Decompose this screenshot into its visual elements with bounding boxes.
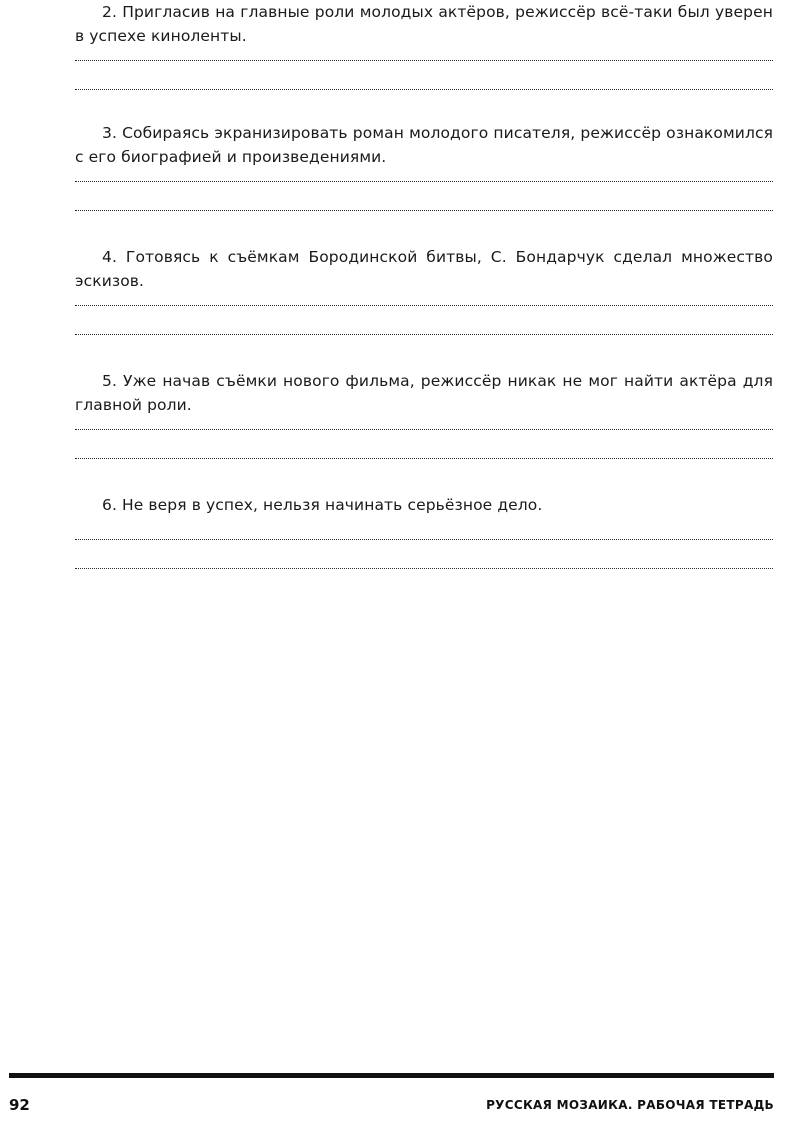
exercise-5-text: 5. Уже начав съёмки нового фильма, режиссёр никак не мог найти актёра для главной роли. xyxy=(75,372,773,414)
exercise-4 xyxy=(75,245,773,335)
footer-divider xyxy=(9,1073,774,1078)
exercise-5 xyxy=(75,369,773,459)
exercise-6-text: 6. Не веря в успех, нельзя начинать серьёзное дело. xyxy=(102,496,543,514)
answer-line[interactable] xyxy=(75,60,773,61)
answer-line[interactable] xyxy=(75,305,773,306)
exercise-6 xyxy=(75,493,773,569)
answer-line[interactable] xyxy=(75,458,773,459)
running-title: РУССКАЯ МОЗАИКА. РАБОЧАЯ ТЕТРАДЬ xyxy=(486,1098,774,1112)
answer-line[interactable] xyxy=(75,568,773,569)
answer-line[interactable] xyxy=(75,89,773,90)
answer-line[interactable] xyxy=(75,334,773,335)
exercise-2-text: 2. Пригласив на главные роли молодых актёров, режиссёр всё-таки был уверен в успехе киноленты. xyxy=(75,3,773,45)
page-number: 92 xyxy=(9,1096,30,1114)
exercise-4-text: 4. Готовясь к съёмкам Бородинской битвы, С. Бондарчук сделал множество эскизов. xyxy=(75,248,773,290)
answer-line[interactable] xyxy=(75,210,773,211)
exercise-3 xyxy=(75,121,773,211)
exercise-2 xyxy=(75,0,773,90)
answer-line[interactable] xyxy=(75,539,773,540)
answer-line[interactable] xyxy=(75,181,773,182)
exercise-3-text: 3. Собираясь экранизировать роман молодого писателя, режиссёр ознакомился с его биографией и произведениями. xyxy=(75,124,773,166)
answer-line[interactable] xyxy=(75,429,773,430)
